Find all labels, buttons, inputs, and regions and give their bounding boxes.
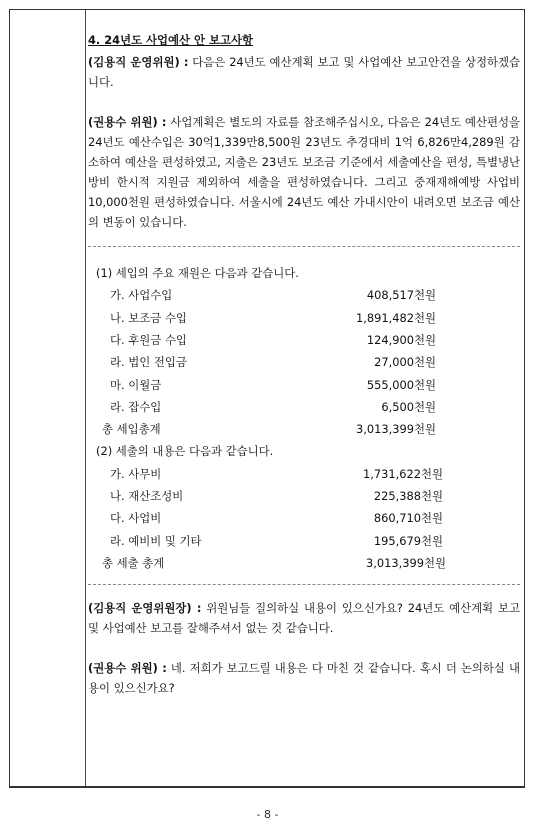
section-title: 4. 24년도 사업예산 안 보고사항 [88, 33, 254, 47]
list-item: 나. 보조금 수입 1,891,482천원 [110, 310, 436, 325]
page-number: - 8 - [256, 808, 279, 821]
expense-list [88, 463, 520, 574]
speaker-label: (권용수 위원) : [88, 661, 167, 676]
table-bottom-border [9, 786, 525, 788]
paragraph-chair-question [88, 598, 520, 638]
list-item: 라. 예비비 및 기타 195,679천원 [110, 533, 443, 548]
paragraph-text: 위원님들 질의하실 내용이 있으신가요? 24년도 예산계획 보고 및 사업예산 보고를 잘해주셔서 없는 것 같습니다. [88, 601, 520, 636]
speaker-label: (김용직 운영위원장) : [88, 601, 202, 616]
paragraph-budget-report [88, 112, 520, 232]
section-divider [88, 246, 520, 247]
list-item: 가. 사무비 1,731,622천원 [110, 466, 443, 481]
minutes-content [88, 14, 520, 698]
paragraph-text: 다음은 24년도 예산계획 보고 및 사업예산 보고안건을 상정하겠습니다. [88, 55, 520, 89]
list-item: 다. 후원금 수입 124,900천원 [110, 333, 436, 348]
list-item: 다. 사업비 860,710천원 [110, 511, 443, 526]
paragraph-text: 사업계획은 별도의 자료를 참조해주십시오, 다음은 24년도 예산편성을 24년도 예산수입은 30억1,339만8,500원 23년도 추경대비 1억 6,826만4,289원 감소하여 예산을 편성하였고, 지출은 23년도 보조금 기준에서 세출예산을 편성, 특별냉난방비 한시적 지원금 제외하여 세출을 편성하였습니다. 그리고 중재재해예방 사업비 10,000천원 편성하였습니다. 서울시에 24년도 예산 가내시안이 내려오면 보조금 예산의 변동이 있습니다. [88, 115, 520, 229]
list-item: 라. 법인 전입금 27,000천원 [110, 355, 436, 370]
revenue-total: 총 세입총계 3,013,399천원 [102, 422, 436, 437]
revenue-list [88, 284, 520, 440]
revenue-heading: (1) 세입의 주요 재원은 다음과 같습니다. [96, 266, 299, 280]
speaker-label: (권용수 위원) : [88, 115, 167, 129]
list-item: 라. 잡수입 6,500천원 [110, 399, 436, 414]
paragraph-member-reply [88, 658, 520, 698]
expense-heading: (2) 세출의 내용은 다음과 같습니다. [96, 444, 274, 459]
list-item: 나. 재산조성비 225,388천원 [110, 489, 443, 504]
expense-total: 총 세출 총계 3,013,399천원 [102, 556, 446, 570]
list-item: 마. 이월금 555,000천원 [110, 377, 436, 392]
speaker-label: (김용직 운영위원) : [88, 55, 189, 69]
section-divider [88, 584, 520, 585]
column-divider [85, 9, 86, 787]
paragraph-text: 네. 저희가 보고드릴 내용은 다 마친 것 같습니다. 혹시 더 논의하실 내용이 있으신가요? [88, 661, 520, 696]
paragraph-chair-intro [88, 52, 520, 92]
list-item: 가. 사업수입 408,517천원 [110, 288, 436, 303]
